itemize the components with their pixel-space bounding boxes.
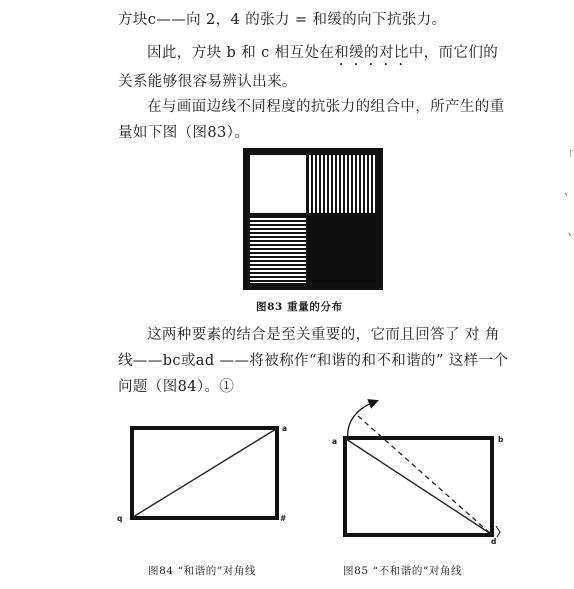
- fig85-label-top-right: b: [498, 435, 504, 444]
- fig85-curved-arrow: [348, 402, 374, 440]
- paragraph-2-part-1: 因此，方块 b 和 c 相互处在: [147, 45, 335, 61]
- right-edge-mark-1: 「: [564, 151, 574, 162]
- paragraph-2: [118, 40, 513, 95]
- figure-85-disharmonic-diagonal: [328, 396, 520, 546]
- fig83-quadrant-a-blank: [250, 155, 306, 213]
- figure-84-harmonic-diagonal: [112, 420, 297, 530]
- fig84-label-top-right: a: [282, 424, 288, 433]
- right-edge-mark-3: ヽ: [564, 230, 574, 241]
- fig85-solid-diagonal: [346, 439, 491, 534]
- figure-84-caption: 图84 “和谐的”对角线: [148, 565, 257, 577]
- fig83-quadrant-d-black: [309, 216, 376, 283]
- figure-85-caption: 图85 “不和谐的”对角线: [343, 565, 463, 577]
- paragraph-2-emphasis: 和缓的对比: [334, 45, 409, 61]
- figure-83-caption: 图83 重量的分布: [256, 301, 343, 313]
- right-edge-mark-2: 、: [564, 187, 574, 198]
- paragraph-1: 方块c——向 2，4 的张力 = 和缓的向下抗张力。: [118, 12, 447, 28]
- fig85-dashed-diagonal: [358, 416, 491, 534]
- fig84-label-bottom-left: q: [117, 514, 123, 523]
- fig83-quadrant-b-vertical: [309, 155, 376, 213]
- fig84-label-bottom-right: #: [280, 514, 287, 523]
- fig85-label-bottom-right: d: [491, 537, 497, 546]
- paragraph-3: 在与画面边线不同程度的抗张力的组合中，所产生的重量如下图（图83）。: [118, 99, 505, 141]
- fig84-diagonal: [133, 429, 276, 517]
- fig83-quadrant-c-horizontal: [250, 216, 306, 283]
- paragraph-4: 这两种要素的结合是至关重要的，它而且回答了 对 角 线——bc或ad ——将被称作“和谐的和不和谐的” 这样一个问题（图84）。①: [118, 327, 509, 395]
- fig85-label-top-left: a: [332, 437, 338, 446]
- paragraph-2-part-2: 中，而它们的关系能够很容易辨认出来。: [118, 45, 499, 90]
- fig85-small-tick: [496, 526, 500, 537]
- figure-83-weight-distribution: [243, 148, 383, 290]
